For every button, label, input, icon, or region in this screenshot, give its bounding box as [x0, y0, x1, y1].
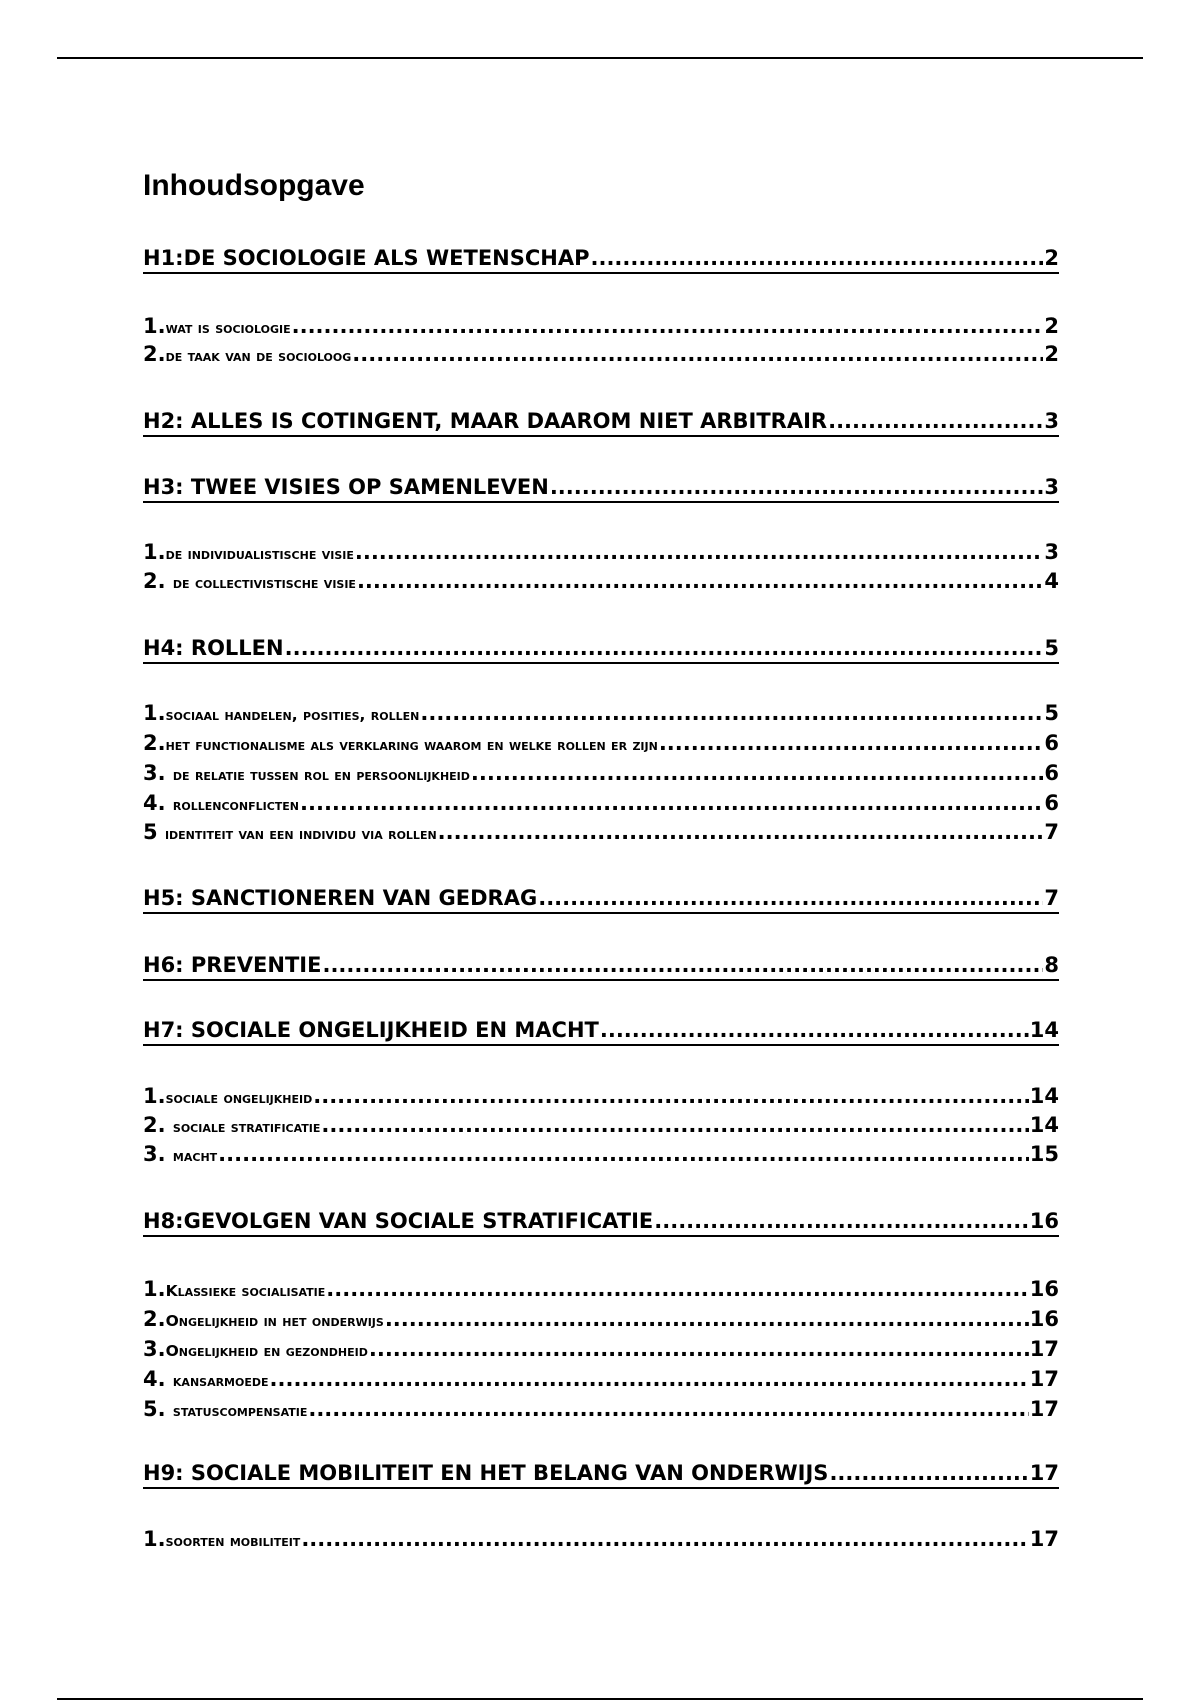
toc-page-number: 3: [1044, 475, 1059, 499]
toc-sub-label: Ongelijkheid in het onderwijs: [165, 1312, 384, 1330]
dot-leader: [659, 730, 1044, 756]
toc-heading-h9[interactable]: [143, 1459, 1059, 1489]
toc-sub-number: 1.: [143, 1527, 166, 1551]
dot-leader: [321, 1112, 1028, 1138]
toc-page-number: 14: [1029, 1084, 1059, 1108]
toc-sub-label: identiteit van een individu via rollen: [164, 825, 437, 843]
toc-page-number: 17: [1029, 1527, 1059, 1551]
dot-leader: [438, 819, 1044, 845]
dot-leader: [308, 1396, 1028, 1422]
toc-sub-number: 1.: [143, 1277, 166, 1301]
toc-page-number: 17: [1029, 1337, 1059, 1361]
dot-leader: [591, 244, 1044, 272]
toc-page-number: 6: [1044, 761, 1059, 785]
toc-subentry[interactable]: [143, 730, 1059, 758]
toc-sub-number: 2.: [143, 1113, 173, 1137]
toc-sub-number: 2.: [143, 1307, 166, 1331]
toc-sub-label: de relatie tussen rol en persoonlijkheid: [172, 766, 470, 784]
dot-leader: [385, 1306, 1029, 1332]
toc-page-number: 16: [1029, 1277, 1059, 1301]
toc-sub-label: rollenconflicten: [172, 796, 300, 814]
toc-page-number: 6: [1044, 731, 1059, 755]
toc-page-number: 17: [1029, 1461, 1059, 1485]
toc-heading-h6[interactable]: [143, 951, 1059, 981]
toc-sub-label: het functionalisme als verklaring waarom en welke rollen er zijn: [165, 736, 658, 754]
toc-sub-number: 2.: [143, 569, 173, 593]
toc-page-number: 17: [1029, 1367, 1059, 1391]
toc-subentry[interactable]: [143, 760, 1059, 788]
toc-subentry[interactable]: [143, 1083, 1059, 1111]
toc-heading-h3[interactable]: [143, 473, 1059, 503]
toc-sub-label: kansarmoede: [172, 1372, 269, 1390]
dot-leader: [218, 1141, 1029, 1167]
toc-heading-label: H7: SOCIALE ONGELIJKHEID EN MACHT: [143, 1018, 599, 1042]
toc-heading-label: H9: SOCIALE MOBILITEIT EN HET BELANG VAN ONDERWIJS: [143, 1461, 829, 1485]
dot-leader: [420, 700, 1043, 726]
toc-page-number: 2: [1044, 342, 1059, 366]
toc-sub-number: 1.: [143, 314, 166, 338]
toc-subentry[interactable]: [143, 539, 1059, 567]
dot-leader: [550, 473, 1044, 501]
dot-leader: [600, 1016, 1029, 1044]
dot-leader: [300, 790, 1043, 816]
toc-sub-number: 1.: [143, 1084, 166, 1108]
toc-subentry[interactable]: [143, 1396, 1059, 1424]
toc-sub-number: 5.: [143, 1397, 173, 1421]
toc-heading-h1[interactable]: [143, 244, 1059, 274]
toc-sub-label: wat is sociologie: [165, 319, 291, 337]
toc-sub-label: sociaal handelen, posities, rollen: [165, 706, 420, 724]
toc-page-number: 3: [1044, 540, 1059, 564]
toc-heading-label: H1:DE SOCIOLOGIE ALS WETENSCHAP: [143, 246, 590, 270]
toc-page-number: 6: [1044, 791, 1059, 815]
toc-page-number: 7: [1044, 886, 1059, 910]
toc-page-number: 8: [1044, 953, 1059, 977]
dot-leader: [369, 1336, 1029, 1362]
toc-sub-label: sociale stratificatie: [172, 1118, 321, 1136]
toc-subentry[interactable]: [143, 1276, 1059, 1304]
toc-page-number: 14: [1029, 1113, 1059, 1137]
toc-subentry[interactable]: [143, 1141, 1059, 1169]
dot-leader: [352, 341, 1043, 367]
dot-leader: [292, 313, 1044, 339]
toc-subentry[interactable]: [143, 700, 1059, 728]
dot-leader: [654, 1207, 1029, 1235]
toc-heading-label: H8:GEVOLGEN VAN SOCIALE STRATIFICATIE: [143, 1209, 654, 1233]
toc-page-number: 5: [1044, 701, 1059, 725]
dot-leader: [285, 634, 1044, 662]
toc-sub-number: 4.: [143, 791, 173, 815]
toc-sub-number: 5: [143, 820, 165, 844]
toc-sub-number: 3.: [143, 1337, 166, 1361]
toc-sub-number: 2.: [143, 342, 166, 366]
dot-leader: [357, 568, 1043, 594]
toc-subentry[interactable]: [143, 790, 1059, 818]
toc-sub-label: de individualistische visie: [165, 545, 354, 563]
toc-sub-label: soorten mobiliteit: [165, 1532, 301, 1550]
toc-page-number: 17: [1029, 1397, 1059, 1421]
toc-sub-number: 1.: [143, 701, 166, 725]
toc-sub-label: Ongelijkheid en gezondheid: [165, 1342, 368, 1360]
toc-heading-label: H6: PREVENTIE: [143, 953, 322, 977]
dot-leader: [829, 1459, 1028, 1487]
toc-subentry[interactable]: [143, 341, 1059, 369]
toc-heading-label: H5: SANCTIONEREN VAN GEDRAG: [143, 886, 538, 910]
toc-heading-h5[interactable]: [143, 884, 1059, 914]
toc-subentry[interactable]: [143, 819, 1059, 847]
dot-leader: [270, 1366, 1029, 1392]
toc-sub-label: Klassieke socialisatie: [165, 1282, 326, 1300]
toc-subentry[interactable]: [143, 1336, 1059, 1364]
toc-subentry[interactable]: [143, 1112, 1059, 1140]
toc-sub-number: 2.: [143, 731, 166, 755]
dot-leader: [471, 760, 1043, 786]
toc-subentry[interactable]: [143, 1366, 1059, 1394]
toc-heading-h8[interactable]: [143, 1207, 1059, 1237]
dot-leader: [322, 951, 1043, 979]
toc-sub-label: macht: [172, 1147, 218, 1165]
toc-page-number: 2: [1044, 314, 1059, 338]
toc-heading-h4[interactable]: [143, 634, 1059, 664]
dot-leader: [538, 884, 1043, 912]
dot-leader: [355, 539, 1044, 565]
toc-sub-number: 1.: [143, 540, 166, 564]
toc-sub-number: 3.: [143, 761, 173, 785]
dot-leader: [326, 1276, 1029, 1302]
toc-page-number: 14: [1029, 1018, 1059, 1042]
toc-subentry[interactable]: [143, 1306, 1059, 1334]
toc-subentry[interactable]: [143, 313, 1059, 341]
toc-page-number: 15: [1029, 1142, 1059, 1166]
header-rule: [57, 57, 1143, 59]
toc-page-number: 16: [1029, 1307, 1059, 1331]
dot-leader: [301, 1526, 1028, 1552]
toc-sub-label: sociale ongelijkheid: [165, 1089, 313, 1107]
toc-page-number: 7: [1044, 820, 1059, 844]
toc-sub-label: statuscompensatie: [172, 1402, 308, 1420]
toc-subentry[interactable]: [143, 1526, 1059, 1554]
toc-page-number: 5: [1044, 636, 1059, 660]
toc-page-number: 4: [1044, 569, 1059, 593]
toc-heading-label: H4: ROLLEN: [143, 636, 284, 660]
toc-title: Inhoudsopgave: [143, 169, 365, 202]
toc-heading-label: H3: TWEE VISIES OP SAMENLEVEN: [143, 475, 549, 499]
toc-page-number: 16: [1029, 1209, 1059, 1233]
toc-sub-label: de collectivistische visie: [172, 574, 356, 592]
toc-sub-number: 4.: [143, 1367, 173, 1391]
dot-leader: [313, 1083, 1029, 1109]
toc-subentry[interactable]: [143, 568, 1059, 596]
toc-page-number: 2: [1044, 246, 1059, 270]
toc-heading-label: H2: ALLES IS COTINGENT, MAAR DAAROM NIET ARBITRAIR: [143, 409, 828, 433]
toc-page-number: 3: [1044, 409, 1059, 433]
toc-heading-h7[interactable]: [143, 1016, 1059, 1046]
toc-sub-number: 3.: [143, 1142, 173, 1166]
dot-leader: [828, 407, 1043, 435]
toc-sub-label: de taak van de socioloog: [165, 347, 352, 365]
toc-heading-h2[interactable]: [143, 407, 1059, 437]
